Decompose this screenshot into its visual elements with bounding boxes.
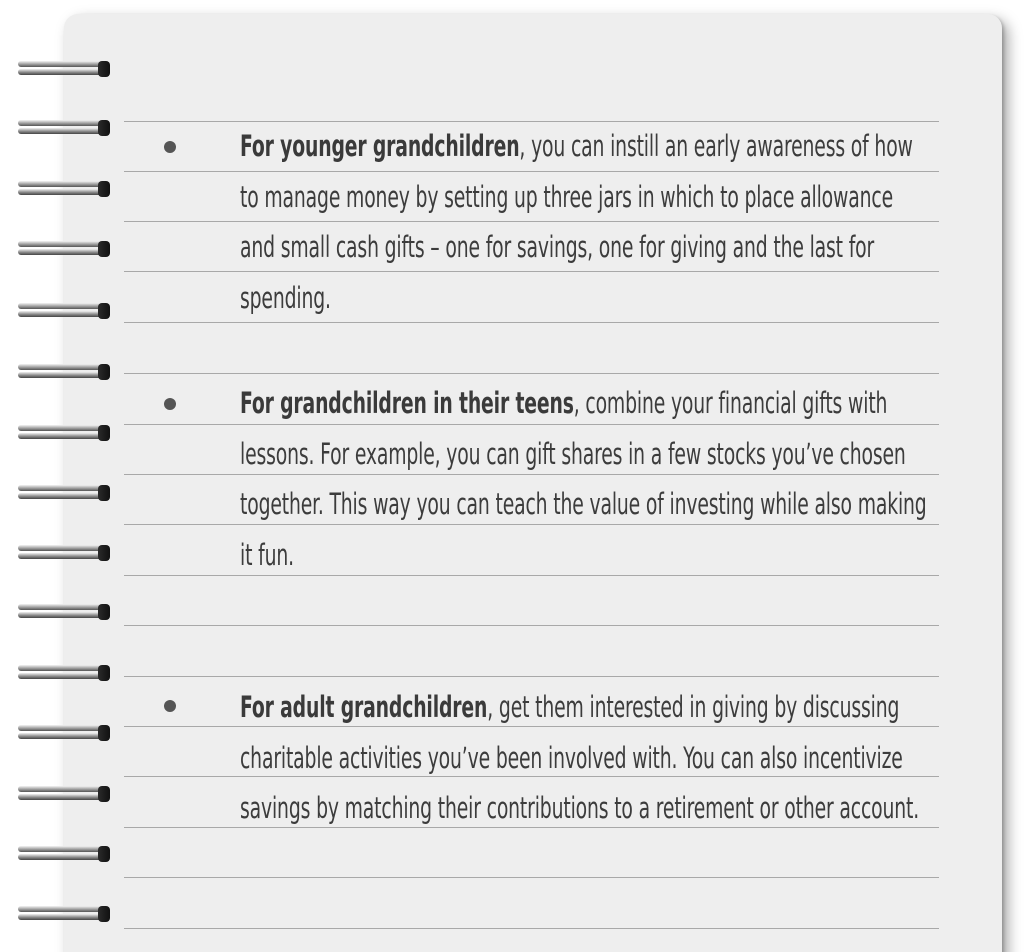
bullet-item-adult <box>240 682 931 834</box>
spiral-ring-icon <box>18 604 110 622</box>
spiral-ring-icon <box>18 181 110 199</box>
ruled-line <box>124 877 939 878</box>
spiral-ring-icon <box>18 241 110 259</box>
bullet-text: , get them interested in giving by discussing charitable activities you’ve been involved with. You can also incentivize savings by matching their contributions to a retirement or other account. <box>240 690 920 825</box>
bullet-dot-icon <box>164 141 176 153</box>
spiral-ring-icon <box>18 61 110 79</box>
bullet-item-teens <box>240 378 931 580</box>
spiral-ring-icon <box>18 665 110 683</box>
bullet-text: , you can instill an early awareness of how to manage money by setting up three jars in which to place allowance and small cash gifts – one for savings, one for giving and the last for spending. <box>240 129 913 315</box>
ruled-line <box>124 676 939 677</box>
ruled-line <box>124 373 939 374</box>
spiral-ring-icon <box>18 425 110 443</box>
spiral-ring-icon <box>18 303 110 321</box>
bullet-lead: For adult grandchildren <box>240 690 488 724</box>
spiral-ring-icon <box>18 545 110 563</box>
bullet-dot-icon <box>164 398 176 410</box>
spiral-ring-icon <box>18 846 110 864</box>
bullet-text: , combine your financial gifts with lessons. For example, you can gift shares in a few stocks you’ve chosen together. This way you can teach the value of investing while also making it fun. <box>240 386 927 572</box>
ruled-line <box>124 928 939 929</box>
spiral-ring-icon <box>18 786 110 804</box>
spiral-ring-icon <box>18 725 110 743</box>
bullet-item-younger <box>240 121 931 323</box>
bullet-dot-icon <box>164 700 176 712</box>
spiral-ring-icon <box>18 120 110 138</box>
bullet-lead: For grandchildren in their teens <box>240 386 574 420</box>
ruled-line <box>124 625 939 626</box>
spiral-ring-icon <box>18 364 110 382</box>
spiral-ring-icon <box>18 906 110 924</box>
spiral-ring-icon <box>18 485 110 503</box>
bullet-lead: For younger grandchildren <box>240 129 520 163</box>
